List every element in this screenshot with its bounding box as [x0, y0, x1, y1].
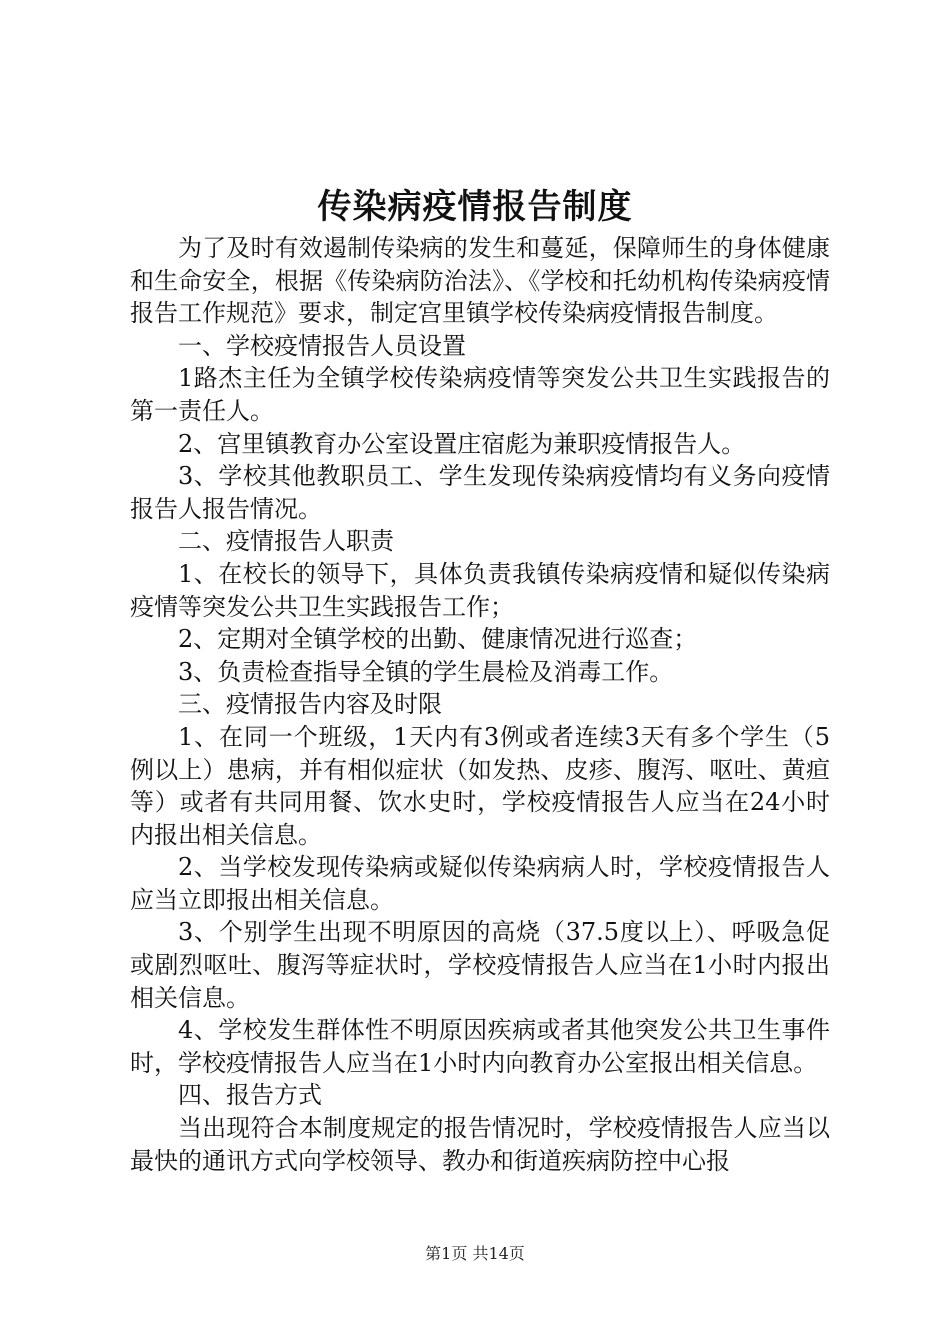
paragraph: 3、负责检查指导全镇的学生晨检及消毒工作。 — [178, 657, 674, 686]
paragraph: 2、当学校发现传染病或疑似传染病病人时，学校疫情报告人应当立即报出相关信息。 — [130, 853, 830, 914]
paragraph: 2、定期对全镇学校的出勤、健康情况进行巡查； — [178, 625, 698, 654]
section-heading-1: 一、学校疫情报告人员设置 — [178, 331, 466, 360]
paragraph: 1、在校长的领导下，具体负责我镇传染病疫情和疑似传染病疫情等突发公共卫生实践报告工作； — [130, 559, 830, 621]
paragraph: 3、个别学生出现不明原因的高烧（37.5度以上）、呼吸急促或剧烈呕吐、腹泻等症状时，学校疫情报告人应当在1小时内报出相关信息。 — [130, 918, 830, 1012]
paragraph: 3、学校其他教职员工、学生发现传染病疫情均有义务向疫情报告人报告情况。 — [130, 462, 830, 523]
page-footer: 第1页 共14页 — [425, 1244, 525, 1263]
document-body — [130, 232, 830, 1177]
section-heading-4: 四、报告方式 — [178, 1081, 322, 1110]
paragraph: 2、宫里镇教育办公室设置庄宿彪为兼职疫情报告人。 — [178, 429, 746, 458]
paragraph: 1、在同一个班级，1天内有3例或者连续3天有多个学生（5例以上）患病，并有相似症状（如发热、皮疹、腹泻、呕吐、黄疸等）或者有共同用餐、饮水史时，学校疫情报告人应当在24小时内报出相关信息。 — [130, 722, 830, 849]
paragraph-intro: 为了及时有效遏制传染病的发生和蔓延，保障师生的身体健康和生命安全，根据《传染病防治法》、《学校和托幼机构传染病疫情报告工作规范》要求，制定宫里镇学校传染病疫情报告制度。 — [130, 234, 830, 328]
paragraph: 4、学校发生群体性不明原因疾病或者其他突发公共卫生事件时，学校疫情报告人应当在1小时内向教育办公室报出相关信息。 — [130, 1016, 830, 1077]
section-heading-3: 三、疫情报告内容及时限 — [178, 690, 442, 719]
paragraph: 1路杰主任为全镇学校传染病疫情等突发公共卫生实践报告的第一责任人。 — [130, 364, 830, 425]
paragraph: 当出现符合本制度规定的报告情况时，学校疫情报告人应当以最快的通讯方式向学校领导、教办和街道疾病防控中心报 — [130, 1114, 830, 1175]
section-heading-2: 二、疫情报告人职责 — [178, 527, 394, 556]
document-title: 传染病疫情报告制度 — [317, 187, 633, 227]
